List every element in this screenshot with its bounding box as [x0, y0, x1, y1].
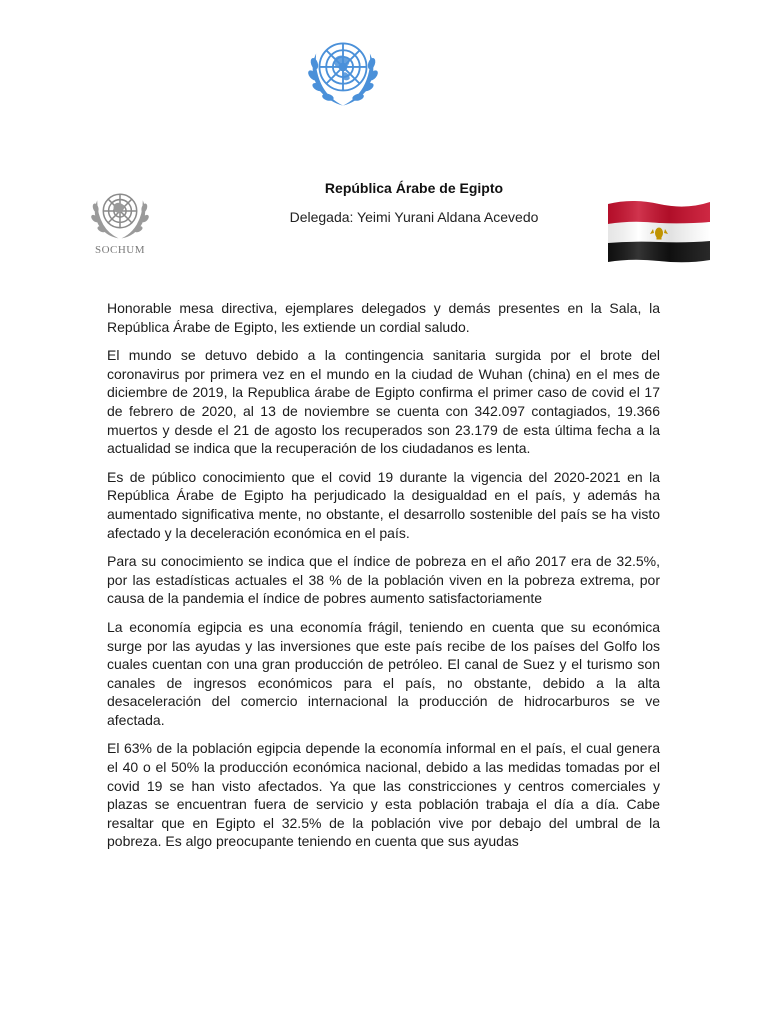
- paragraph: Es de público conocimiento que el covid 19 durante la vigencia del 2020-2021 en la República Árabe de Egipto ha perjudicado la desigualdad en el país, y además ha aumentado significativa mente, no obstante, el desarrollo sostenible del país se ha visto afectado y la deceleración económica en el país.: [107, 468, 660, 541]
- paragraph: La economía egipcia es una economía frágil, teniendo en cuenta que su económica surge por las ayudas y las inversiones que este país recibe de los países del Golfo los cuales cuentan con una gran producción de petróleo. El canal de Suez y el turismo son canales de ingresos económicos para el país, no obstante, debido a la alta desaceleración del comercio internacional la producción de hidrocarburos se ve afectada.: [107, 618, 660, 728]
- paragraph: El mundo se detuvo debido a la contingencia sanitaria surgida por el brote del coronavirus por primera vez en el mundo en la ciudad de Wuhan (china) en el mes de diciembre de 2019, la Republica árabe de Egipto confirma el primer caso de covid el 17 de febrero de 2020, al 13 de noviembre se cuenta con 342.097 contagiados, 19.366 muertos y desde el 21 de agosto los recuperados son 23.179 de esta última fecha a la actualidad se indica que la recuperación de los ciudadanos es lenta.: [107, 347, 660, 457]
- sochum-label: SOCHUM: [94, 244, 146, 256]
- document-body: [107, 299, 660, 861]
- paragraph: Honorable mesa directiva, ejemplares delegados y demás presentes en la Sala, la República Árabe de Egipto, les extiende un cordial saludo.: [107, 300, 660, 335]
- delegate-name: Delegada: Yeimi Yurani Aldana Acevedo: [289, 209, 539, 225]
- paragraph: Para su conocimiento se indica que el índice de pobreza en el año 2017 era de 32.5%, por las estadísticas actuales el 38 % de la población viven en la pobreza extrema, por causa de la pandemia el índice de pobres aumento satisfactoriamente: [107, 553, 660, 607]
- paragraph: El 63% de la población egipcia depende la economía informal en el país, el cual genera el 40 o el 50% la producción económica nacional, debido a las medidas tomadas por el covid 19 se han visto afectados. Ya que las constricciones y centros comerciales y plazas se encuentran fuera de servicio y esta población trabaja el día a día. Cabe resaltar que en Egipto el 32.5% de la población vive por debajo del umbral de la pobreza. Es algo preocupante teniendo en cuenta que sus ayudas: [107, 740, 660, 850]
- page-title: República Árabe de Egipto: [324, 180, 504, 196]
- egypt-flag-icon: [602, 196, 716, 266]
- un-emblem-icon: [301, 28, 385, 116]
